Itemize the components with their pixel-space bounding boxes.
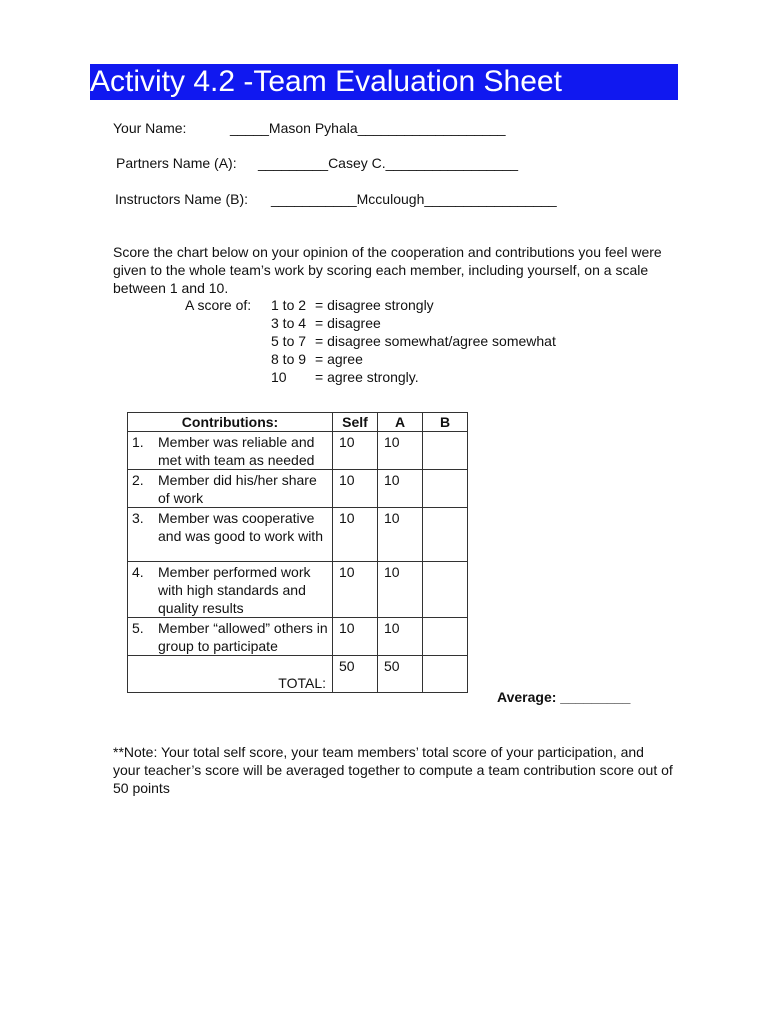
item-number: 1. (132, 434, 144, 450)
table-row (128, 618, 468, 656)
b-score[interactable] (423, 618, 468, 656)
contribution-cell (128, 432, 333, 470)
your-name-label: Your Name: (113, 120, 187, 136)
a-score[interactable]: 10 (378, 562, 423, 618)
b-score[interactable] (423, 432, 468, 470)
table-header-row (128, 413, 468, 432)
contribution-cell (128, 562, 333, 618)
b-total[interactable] (423, 656, 468, 693)
self-score[interactable]: 10 (333, 432, 378, 470)
contribution-cell (128, 618, 333, 656)
scale-meaning: = agree (315, 351, 363, 367)
scale-range: 10 (271, 369, 287, 385)
scale-prefix: A score of: (185, 297, 252, 313)
a-total[interactable]: 50 (378, 656, 423, 693)
header-self: Self (333, 413, 378, 432)
self-score[interactable]: 10 (333, 562, 378, 618)
total-label: TOTAL: (278, 675, 326, 691)
partner-name-value: _________Casey C._________________ (258, 155, 519, 171)
table-row (128, 508, 468, 562)
scale-range: 8 to 9 (271, 351, 307, 367)
total-label-cell (128, 656, 333, 693)
item-number: 4. (132, 564, 144, 580)
item-text: Member did his/her share of work (158, 472, 317, 506)
header-a: A (378, 413, 423, 432)
scale-range: 5 to 7 (271, 333, 307, 349)
item-text: Member was reliable and met with team as needed (158, 434, 315, 468)
item-text: Member “allowed” others in group to participate (158, 620, 328, 654)
contribution-cell (128, 508, 333, 562)
table-row (128, 432, 468, 470)
self-score[interactable]: 10 (333, 470, 378, 508)
header-b: B (423, 413, 468, 432)
self-score[interactable]: 10 (333, 508, 378, 562)
item-number: 5. (132, 620, 144, 636)
item-text: Member performed work with high standards and quality results (158, 564, 311, 616)
item-number: 2. (132, 472, 144, 488)
scale-meaning: = disagree (315, 315, 381, 331)
partner-name-label: Partners Name (A): (116, 155, 237, 171)
a-score[interactable]: 10 (378, 470, 423, 508)
a-score[interactable]: 10 (378, 432, 423, 470)
scale-meaning: = disagree somewhat/agree somewhat (315, 333, 556, 349)
b-score[interactable] (423, 562, 468, 618)
item-number: 3. (132, 510, 144, 526)
page-title: Activity 4.2 -Team Evaluation Sheet (90, 64, 678, 100)
instructor-name-row (115, 191, 557, 207)
instructions-paragraph: Score the chart below on your opinion of the cooperation and contributions you feel were given to the whole team’s work by scoring each member, including yourself, on a scale between 1 and 10. (113, 244, 662, 296)
average-field: Average: _________ (497, 689, 631, 705)
your-name-value: _____Mason Pyhala___________________ (230, 120, 506, 136)
a-score[interactable]: 10 (378, 508, 423, 562)
partner-name-row (116, 155, 519, 171)
contribution-cell (128, 470, 333, 508)
scale-meaning: = agree strongly. (315, 369, 419, 385)
b-score[interactable] (423, 470, 468, 508)
evaluation-table (127, 412, 468, 693)
b-score[interactable] (423, 508, 468, 562)
your-name-row (113, 120, 506, 136)
self-score[interactable]: 10 (333, 618, 378, 656)
total-row (128, 656, 468, 693)
table-row (128, 470, 468, 508)
scale-meaning: = disagree strongly (315, 297, 434, 313)
table-row (128, 562, 468, 618)
scale-range: 1 to 2 (271, 297, 307, 313)
header-contributions: Contributions: (128, 413, 333, 432)
instructor-name-label: Instructors Name (B): (115, 191, 249, 207)
note-paragraph: **Note: Your total self score, your team members’ total score of your participation, and your teacher’s score will be averaged together to compute a team contribution score out of 50 points (113, 744, 673, 796)
self-total[interactable]: 50 (333, 656, 378, 693)
a-score[interactable]: 10 (378, 618, 423, 656)
scale-range: 3 to 4 (271, 315, 307, 331)
instructor-name-value: ___________Mcculough_________________ (271, 191, 557, 207)
item-text: Member was cooperative and was good to work with (158, 510, 323, 544)
